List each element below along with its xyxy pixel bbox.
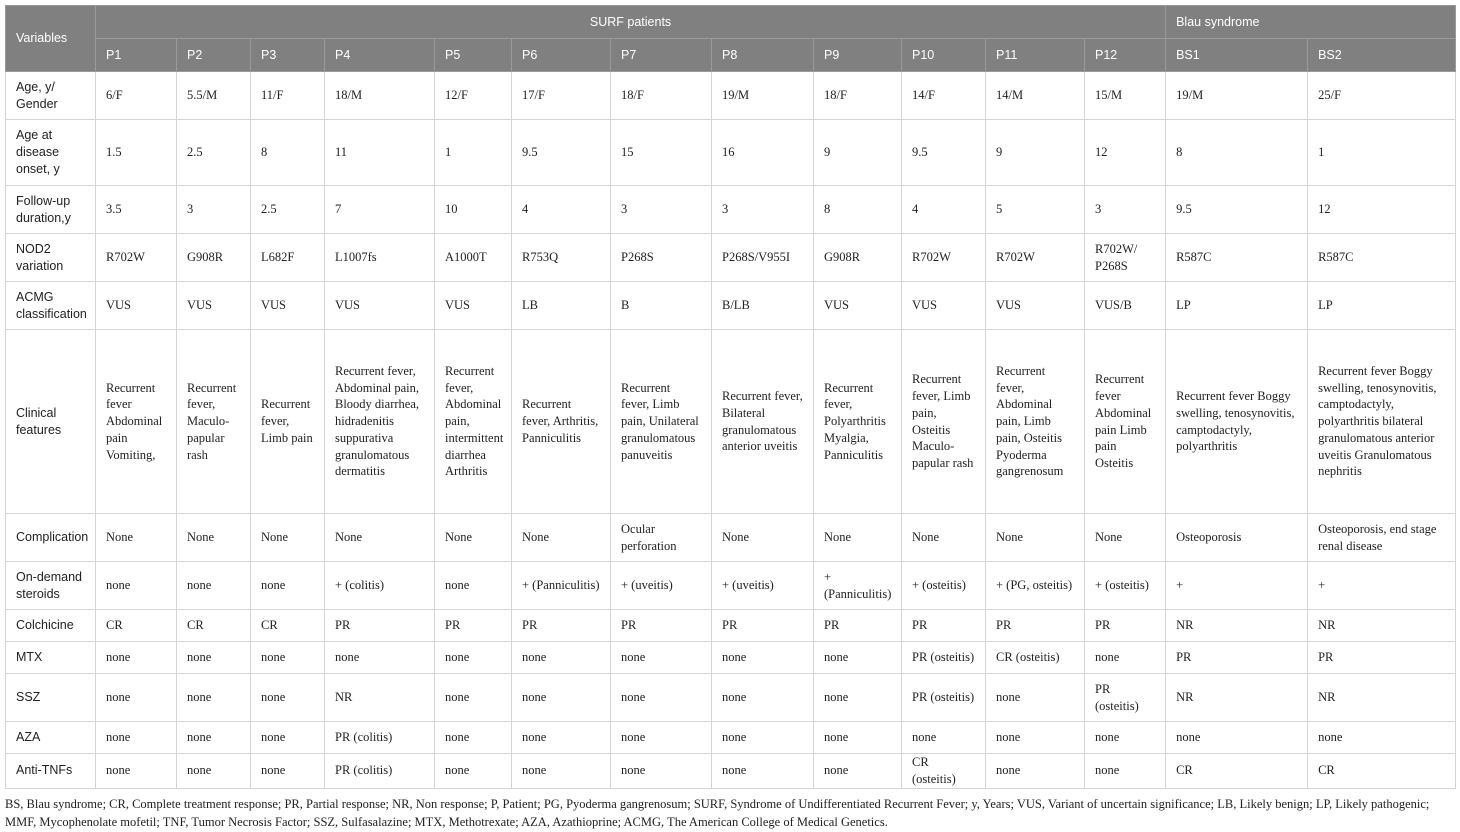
table-cell: PR xyxy=(1085,610,1166,642)
table-cell: None xyxy=(512,514,611,562)
table-cell: Recurrent fever, Abdominal pain, intermittent diarrhea Arthritis xyxy=(435,330,512,514)
table-cell: Recurrent fever Abdominal pain Vomiting, xyxy=(96,330,177,514)
table-cell: LP xyxy=(1166,282,1308,330)
table-cell: + (uveitis) xyxy=(611,562,712,610)
table-cell: R702W xyxy=(96,234,177,282)
table-cell: + xyxy=(1166,562,1308,610)
table-cell: 19/M xyxy=(712,72,814,120)
table-cell: Recurrent fever, Maculo-papular rash xyxy=(177,330,251,514)
table-cell: none xyxy=(96,642,177,674)
table-cell: none xyxy=(814,722,902,754)
table-cell: CR xyxy=(251,610,325,642)
table-cell: none xyxy=(611,674,712,722)
table-cell: VUS/B xyxy=(1085,282,1166,330)
table-cell: Osteoporosis, end stage renal disease xyxy=(1308,514,1456,562)
table-cell: 3 xyxy=(611,186,712,234)
table-cell: 12/F xyxy=(435,72,512,120)
table-row xyxy=(6,722,1456,754)
table-cell: none xyxy=(251,754,325,789)
table-cell: none xyxy=(814,754,902,789)
table-cell: 9 xyxy=(986,120,1085,186)
table-cell: PR (osteitis) xyxy=(1085,674,1166,722)
patient-header-p2: P2 xyxy=(177,39,251,72)
table-cell: PR xyxy=(611,610,712,642)
table-cell: Recurrent fever Boggy swelling, tenosynovitis, camptodactyly, polyarthritis xyxy=(1166,330,1308,514)
row-label: Complication xyxy=(6,514,96,562)
table-cell: none xyxy=(902,722,986,754)
table-cell: 2.5 xyxy=(177,120,251,186)
table-cell: LP xyxy=(1308,282,1456,330)
table-cell: B xyxy=(611,282,712,330)
table-cell: none xyxy=(712,754,814,789)
table-cell: CR (osteitis) xyxy=(902,754,986,789)
table-cell: PR xyxy=(902,610,986,642)
table-cell: none xyxy=(512,642,611,674)
table-cell: none xyxy=(435,642,512,674)
table-cell: None xyxy=(177,514,251,562)
table-cell: 11 xyxy=(325,120,435,186)
table-cell: NR xyxy=(1166,610,1308,642)
table-cell: 1 xyxy=(435,120,512,186)
table-row xyxy=(6,562,1456,610)
table-cell: VUS xyxy=(902,282,986,330)
row-label: Age, y/ Gender xyxy=(6,72,96,120)
table-cell: P268S xyxy=(611,234,712,282)
table-cell: 9.5 xyxy=(512,120,611,186)
table-cell: NR xyxy=(325,674,435,722)
table-cell: VUS xyxy=(177,282,251,330)
table-cell: Recurrent fever, Limb pain, Osteitis Maculo-papular rash xyxy=(902,330,986,514)
table-cell: PR xyxy=(435,610,512,642)
table-cell: 12 xyxy=(1308,186,1456,234)
table-row xyxy=(6,72,1456,120)
table-container xyxy=(5,5,1455,831)
patient-header-p6: P6 xyxy=(512,39,611,72)
table-cell: none xyxy=(435,722,512,754)
patient-header-p9: P9 xyxy=(814,39,902,72)
table-cell: VUS xyxy=(814,282,902,330)
table-cell: VUS xyxy=(435,282,512,330)
table-row xyxy=(6,186,1456,234)
table-cell: none xyxy=(512,754,611,789)
table-cell: none xyxy=(611,642,712,674)
table-cell: none xyxy=(986,722,1085,754)
table-cell: None xyxy=(986,514,1085,562)
table-cell: VUS xyxy=(251,282,325,330)
table-cell: 11/F xyxy=(251,72,325,120)
table-cell: PR xyxy=(814,610,902,642)
table-cell: 1 xyxy=(1308,120,1456,186)
table-cell: none xyxy=(1085,642,1166,674)
table-cell: R587C xyxy=(1166,234,1308,282)
table-cell: None xyxy=(814,514,902,562)
table-cell: none xyxy=(512,722,611,754)
table-cell: 1.5 xyxy=(96,120,177,186)
table-cell: Recurrent fever Boggy swelling, tenosynovitis, camptodactyly, polyarthritis bilateral granulomatous anterior uveitis Granulomatous nephritis xyxy=(1308,330,1456,514)
table-cell: none xyxy=(814,642,902,674)
table-cell: none xyxy=(177,642,251,674)
row-label: AZA xyxy=(6,722,96,754)
table-cell: none xyxy=(325,642,435,674)
table-cell: Recurrent fever, Limb pain, Unilateral granulomatous panuveitis xyxy=(611,330,712,514)
table-cell: none xyxy=(177,754,251,789)
row-label: On-demand steroids xyxy=(6,562,96,610)
table-cell: Recurrent fever, Polyarthritis Myalgia, Panniculitis xyxy=(814,330,902,514)
table-cell: none xyxy=(177,674,251,722)
table-cell: 18/M xyxy=(325,72,435,120)
table-cell: none xyxy=(251,562,325,610)
table-cell: none xyxy=(435,562,512,610)
table-cell: VUS xyxy=(986,282,1085,330)
patient-header-p7: P7 xyxy=(611,39,712,72)
table-cell: 9.5 xyxy=(902,120,986,186)
row-label: Age at disease onset, y xyxy=(6,120,96,186)
patient-header-p1: P1 xyxy=(96,39,177,72)
table-cell: None xyxy=(712,514,814,562)
table-cell: PR (osteitis) xyxy=(902,642,986,674)
table-cell: PR xyxy=(712,610,814,642)
table-cell: 16 xyxy=(712,120,814,186)
table-cell: 9 xyxy=(814,120,902,186)
table-row xyxy=(6,514,1456,562)
table-cell: Recurrent fever Abdominal pain Limb pain Osteitis xyxy=(1085,330,1166,514)
table-row xyxy=(6,282,1456,330)
table-body xyxy=(6,72,1456,789)
table-cell: L1007fs xyxy=(325,234,435,282)
table-row xyxy=(6,610,1456,642)
table-cell: + xyxy=(1308,562,1456,610)
table-cell: + (uveitis) xyxy=(712,562,814,610)
table-cell: none xyxy=(712,642,814,674)
table-cell: R587C xyxy=(1308,234,1456,282)
table-cell: Osteoporosis xyxy=(1166,514,1308,562)
table-cell: 3 xyxy=(712,186,814,234)
table-cell: 5.5/M xyxy=(177,72,251,120)
table-cell: none xyxy=(96,754,177,789)
patient-header-p11: P11 xyxy=(986,39,1085,72)
patient-header-p10: P10 xyxy=(902,39,986,72)
table-cell: 15/M xyxy=(1085,72,1166,120)
table-cell: 8 xyxy=(814,186,902,234)
table-cell: P268S/V955I xyxy=(712,234,814,282)
table-cell: + (Panniculitis) xyxy=(814,562,902,610)
table-cell: None xyxy=(96,514,177,562)
table-cell: CR xyxy=(1166,754,1308,789)
table-cell: none xyxy=(611,722,712,754)
table-cell: Recurrent fever, Abdominal pain, Bloody diarrhea, hidradenitis suppurativa granulomatous dermatitis xyxy=(325,330,435,514)
table-cell: 12 xyxy=(1085,120,1166,186)
patient-comparison-table xyxy=(5,5,1456,789)
table-cell: None xyxy=(902,514,986,562)
row-label: Clinical features xyxy=(6,330,96,514)
table-cell: R702W xyxy=(902,234,986,282)
table-cell: NR xyxy=(1308,610,1456,642)
table-cell: None xyxy=(251,514,325,562)
table-cell: 3 xyxy=(177,186,251,234)
table-cell: Recurrent fever, Arthritis, Panniculitis xyxy=(512,330,611,514)
table-cell: R702W xyxy=(986,234,1085,282)
table-cell: none xyxy=(1085,722,1166,754)
table-cell: PR xyxy=(325,610,435,642)
table-cell: PR xyxy=(986,610,1085,642)
table-cell: 9.5 xyxy=(1166,186,1308,234)
table-cell: none xyxy=(1166,722,1308,754)
table-cell: 17/F xyxy=(512,72,611,120)
table-cell: none xyxy=(96,562,177,610)
table-cell: none xyxy=(251,674,325,722)
row-label: Follow-up duration,y xyxy=(6,186,96,234)
table-cell: 8 xyxy=(1166,120,1308,186)
surf-group-header: SURF patients xyxy=(96,6,1166,39)
table-cell: None xyxy=(325,514,435,562)
table-row xyxy=(6,234,1456,282)
table-cell: LB xyxy=(512,282,611,330)
table-row xyxy=(6,330,1456,514)
table-cell: none xyxy=(435,674,512,722)
row-label: ACMG classification xyxy=(6,282,96,330)
row-label: Anti-TNFs xyxy=(6,754,96,789)
table-cell: none xyxy=(712,674,814,722)
table-cell: + (colitis) xyxy=(325,562,435,610)
table-cell: NR xyxy=(1308,674,1456,722)
table-cell: PR (osteitis) xyxy=(902,674,986,722)
table-cell: 2.5 xyxy=(251,186,325,234)
table-cell: 18/F xyxy=(814,72,902,120)
table-cell: 14/F xyxy=(902,72,986,120)
table-cell: + (PG, osteitis) xyxy=(986,562,1085,610)
table-cell: B/LB xyxy=(712,282,814,330)
table-cell: L682F xyxy=(251,234,325,282)
patient-header-p5: P5 xyxy=(435,39,512,72)
table-row xyxy=(6,674,1456,722)
table-cell: 19/M xyxy=(1166,72,1308,120)
table-cell: none xyxy=(177,722,251,754)
header-group-row xyxy=(6,6,1456,39)
table-cell: 8 xyxy=(251,120,325,186)
row-label: SSZ xyxy=(6,674,96,722)
patient-header-bs1: BS1 xyxy=(1166,39,1308,72)
patient-header-bs2: BS2 xyxy=(1308,39,1456,72)
table-cell: R702W/ P268S xyxy=(1085,234,1166,282)
row-label: MTX xyxy=(6,642,96,674)
table-cell: 4 xyxy=(902,186,986,234)
table-cell: none xyxy=(611,754,712,789)
table-cell: Recurrent fever, Bilateral granulomatous anterior uveitis xyxy=(712,330,814,514)
table-cell: none xyxy=(251,642,325,674)
table-row xyxy=(6,642,1456,674)
table-cell: R753Q xyxy=(512,234,611,282)
table-cell: None xyxy=(1085,514,1166,562)
table-cell: None xyxy=(435,514,512,562)
table-cell: VUS xyxy=(325,282,435,330)
table-cell: PR xyxy=(1308,642,1456,674)
table-cell: 3.5 xyxy=(96,186,177,234)
table-cell: PR (colitis) xyxy=(325,754,435,789)
table-cell: none xyxy=(986,754,1085,789)
table-cell: none xyxy=(177,562,251,610)
table-cell: G908R xyxy=(814,234,902,282)
table-cell: PR xyxy=(512,610,611,642)
table-cell: 7 xyxy=(325,186,435,234)
table-cell: PR xyxy=(1166,642,1308,674)
table-cell: none xyxy=(96,722,177,754)
table-cell: 10 xyxy=(435,186,512,234)
patient-header-p12: P12 xyxy=(1085,39,1166,72)
table-cell: 5 xyxy=(986,186,1085,234)
table-cell: A1000T xyxy=(435,234,512,282)
variables-header: Variables xyxy=(6,6,96,72)
table-cell: none xyxy=(435,754,512,789)
table-cell: CR xyxy=(177,610,251,642)
table-cell: none xyxy=(512,674,611,722)
row-label: Colchicine xyxy=(6,610,96,642)
table-cell: CR xyxy=(1308,754,1456,789)
table-cell: NR xyxy=(1166,674,1308,722)
table-cell: 25/F xyxy=(1308,72,1456,120)
table-cell: PR (colitis) xyxy=(325,722,435,754)
table-cell: Recurrent fever, Abdominal pain, Limb pain, Osteitis Pyoderma gangrenosum xyxy=(986,330,1085,514)
table-cell: none xyxy=(251,722,325,754)
table-cell: 4 xyxy=(512,186,611,234)
table-cell: 6/F xyxy=(96,72,177,120)
blau-group-header: Blau syndrome xyxy=(1166,6,1456,39)
patient-header-p8: P8 xyxy=(712,39,814,72)
table-cell: none xyxy=(96,674,177,722)
table-cell: CR (osteitis) xyxy=(986,642,1085,674)
table-cell: 18/F xyxy=(611,72,712,120)
table-cell: Ocular perforation xyxy=(611,514,712,562)
patient-header-p4: P4 xyxy=(325,39,435,72)
table-footnote: BS, Blau syndrome; CR, Complete treatment response; PR, Partial response; NR, Non response; P, Patient; PG, Pyoderma gangrenosum; SURF, Syndrome of Undifferentiated Recurrent Fever; y, Years; VUS, Variant of uncertain significance; LB, Likely benign; LP, Likely pathogenic; MMF, Mycophenolate mofetil; TNF, Tumor Necrosis Factor; SSZ, Sulfasalazine; MTX, Methotrexate; AZA, Azathioprine; ACMG, The American College of Medical Genetics. xyxy=(5,796,1430,829)
table-cell: 15 xyxy=(611,120,712,186)
table-row xyxy=(6,754,1456,789)
table-cell: none xyxy=(712,722,814,754)
table-cell: VUS xyxy=(96,282,177,330)
table-cell: none xyxy=(1308,722,1456,754)
table-cell: none xyxy=(814,674,902,722)
table-cell: none xyxy=(1085,754,1166,789)
table-row xyxy=(6,120,1456,186)
table-cell: + (osteitis) xyxy=(1085,562,1166,610)
table-cell: G908R xyxy=(177,234,251,282)
patient-header-p3: P3 xyxy=(251,39,325,72)
table-cell: Recurrent fever, Limb pain xyxy=(251,330,325,514)
patient-header-row xyxy=(6,39,1456,72)
table-cell: 3 xyxy=(1085,186,1166,234)
table-cell: CR xyxy=(96,610,177,642)
table-cell: none xyxy=(986,674,1085,722)
table-cell: 14/M xyxy=(986,72,1085,120)
row-label: NOD2 variation xyxy=(6,234,96,282)
table-cell: + (Panniculitis) xyxy=(512,562,611,610)
table-cell: + (osteitis) xyxy=(902,562,986,610)
